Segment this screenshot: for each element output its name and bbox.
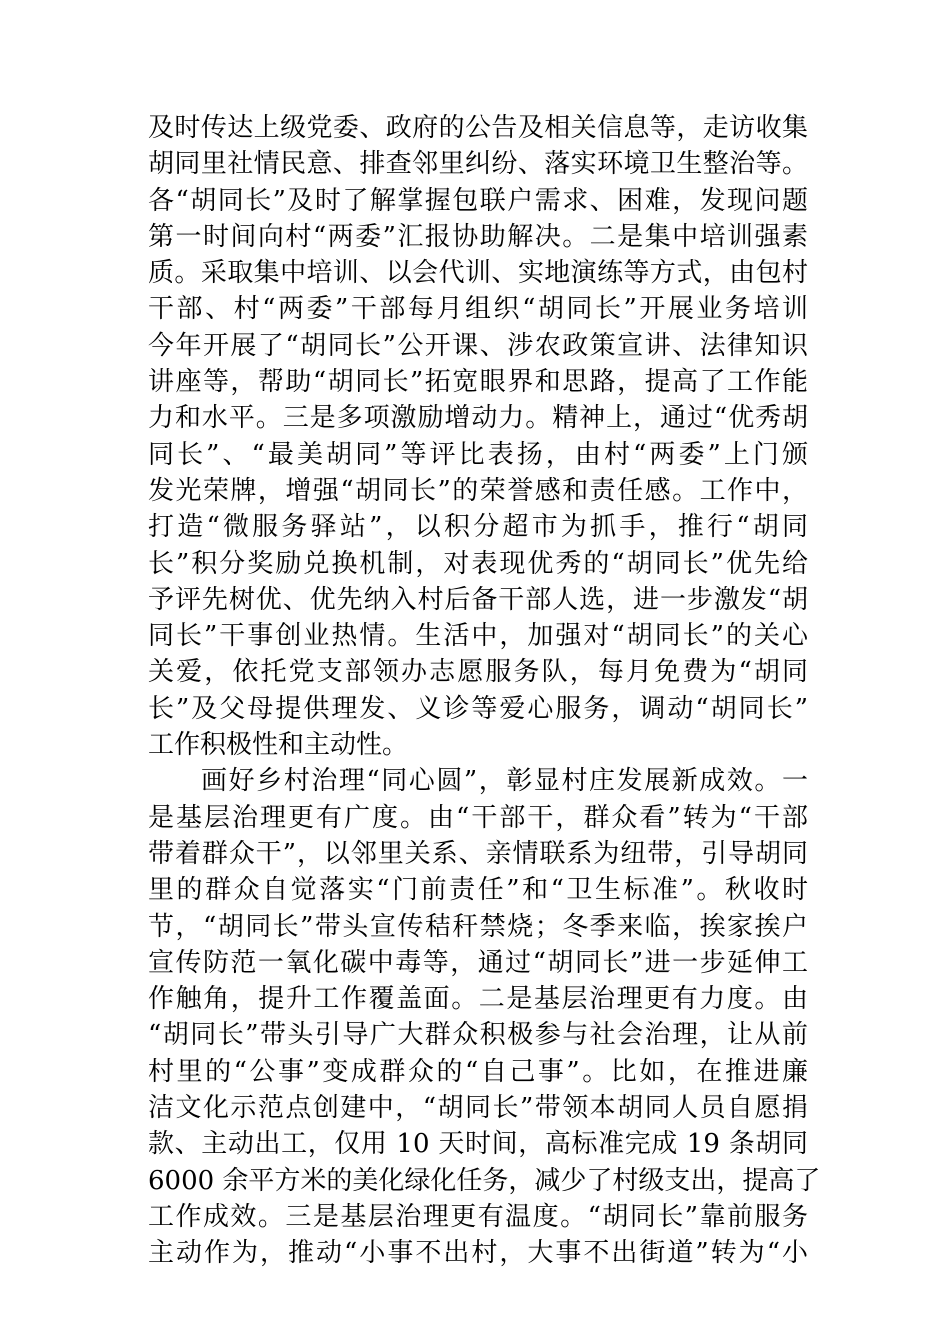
text-line: 长”积分奖励兑换机制，对表现优秀的“胡同长”优先给	[148, 548, 808, 579]
text-line: 6000 余平方米的美化绿化任务，减少了村级支出，提高了	[148, 1165, 821, 1196]
text-line: 是基层治理更有广度。由“干部干，群众看”转为“干部	[148, 802, 808, 833]
text-line: 款、主动出工，仅用 10 天时间，高标准完成 19 条胡同	[148, 1129, 808, 1160]
text-line: “胡同长”带头引导广大群众积极参与社会治理，让从前	[148, 1020, 808, 1051]
text-line: 关爱，依托党支部领办志愿服务队，每月免费为“胡同	[148, 657, 808, 688]
text-line: 工作积极性和主动性。	[148, 730, 409, 761]
document-body	[148, 110, 821, 1272]
text-line: 讲座等，帮助“胡同长”拓宽眼界和思路，提高了工作能	[148, 367, 808, 398]
paragraph-1	[148, 110, 808, 763]
text-line: 质。采取集中培训、以会代训、实地演练等方式，由包村	[148, 258, 808, 289]
text-line: 长”及父母提供理发、义诊等爱心服务，调动“胡同长”	[148, 693, 808, 724]
text-line: 胡同里社情民意、排查邻里纠纷、落实环境卫生整治等。	[148, 149, 808, 180]
text-line: 里的群众自觉落实“门前责任”和“卫生标准”。秋收时	[148, 875, 808, 906]
text-line: 村里的“公事”变成群众的“自己事”。比如，在推进廉	[148, 1056, 808, 1087]
text-line: 洁文化示范点创建中，“胡同长”带领本胡同人员自愿捐	[148, 1093, 808, 1124]
text-line: 同长”、“最美胡同”等评比表扬，由村“两委”上门颁	[148, 439, 808, 470]
text-line: 干部、村“两委”干部每月组织“胡同长”开展业务培训	[148, 294, 808, 325]
text-line: 打造“微服务驿站”，以积分超市为抓手，推行“胡同	[148, 512, 808, 543]
text-line: 及时传达上级党委、政府的公告及相关信息等，走访收集	[148, 113, 808, 143]
text-line: 画好乡村治理“同心圆”，彰显村庄发展新成效。一	[201, 766, 808, 797]
text-line: 力和水平。三是多项激励增动力。精神上，通过“优秀胡	[148, 403, 808, 434]
text-line: 发光荣牌，增强“胡同长”的荣誉感和责任感。工作中，	[148, 475, 808, 506]
text-line: 工作成效。三是基层治理更有温度。“胡同长”靠前服务	[148, 1201, 808, 1232]
text-line: 节，“胡同长”带头宣传秸秆禁烧；冬季来临，挨家挨户	[148, 911, 808, 942]
text-line: 各“胡同长”及时了解掌握包联户需求、困难，发现问题	[148, 185, 808, 216]
text-line: 同长”干事创业热情。生活中，加强对“胡同长”的关心	[148, 621, 808, 652]
text-line: 作触角，提升工作覆盖面。二是基层治理更有力度。由	[148, 984, 808, 1015]
text-line: 宣传防范一氧化碳中毒等，通过“胡同长”进一步延伸工	[148, 947, 808, 978]
paragraph-2	[148, 763, 821, 1271]
text-line: 带着群众干”，以邻里关系、亲情联系为纽带，引导胡同	[148, 838, 808, 869]
text-line: 予评先树优、优先纳入村后备干部人选，进一步激发“胡	[148, 584, 808, 615]
text-line: 今年开展了“胡同长”公开课、涉农政策宣讲、法律知识	[148, 330, 808, 361]
text-line: 第一时间向村“两委”汇报协助解决。二是集中培训强素	[148, 221, 808, 252]
text-line: 主动作为，推动“小事不出村，大事不出街道”转为“小	[148, 1238, 808, 1269]
